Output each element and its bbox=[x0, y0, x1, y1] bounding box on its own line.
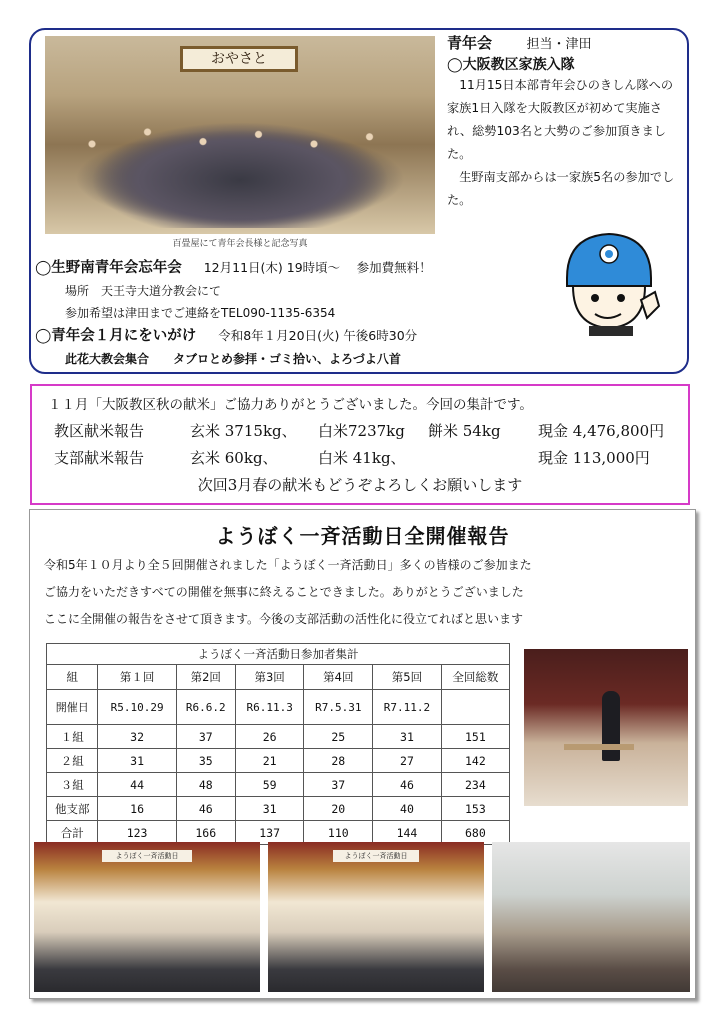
table-header: 第2回 bbox=[176, 665, 235, 690]
table-cell: 166 bbox=[176, 821, 235, 845]
report-section bbox=[29, 509, 696, 999]
row-label: 合計 bbox=[47, 821, 98, 845]
table-cell: 123 bbox=[98, 821, 176, 845]
report-line-1: 令和5年１０月より全５回開催されました「ようぼく一斉活動日」多くの皆様のご参加また bbox=[44, 558, 532, 572]
speaker-figure bbox=[602, 691, 620, 761]
table-header: 全回総数 bbox=[441, 665, 509, 690]
table-cell: 35 bbox=[176, 749, 235, 773]
hall-banner: ようぼく一斉活動日 bbox=[102, 850, 192, 862]
rice-row1-label: 教区献米報告 bbox=[54, 422, 145, 440]
rice-row2-cash: 現金 113,000円 bbox=[538, 449, 650, 467]
event2-line bbox=[35, 324, 417, 345]
table-cell: 153 bbox=[441, 797, 509, 821]
hall-banner: ようぼく一斉活動日 bbox=[333, 850, 419, 862]
table-cell: 37 bbox=[304, 773, 373, 797]
table-cell: 137 bbox=[235, 821, 304, 845]
table-row bbox=[47, 797, 510, 821]
rice-row2-brown: 玄米 60kg、 bbox=[190, 449, 278, 467]
event2-line2: 此花大教会集合 タブロとめ参拝・ゴミ拾い、よろづよ八首 bbox=[65, 352, 401, 366]
rice-row2-label: 支部献米報告 bbox=[54, 449, 145, 467]
rice-intro: １１月「大阪教区秋の献米」ご協力ありがとうございました。今回の集計です。 bbox=[48, 397, 533, 413]
date-cell bbox=[441, 690, 509, 725]
date-cell: R6.6.2 bbox=[176, 690, 235, 725]
table-cell: 151 bbox=[441, 725, 509, 749]
hall-photo-3 bbox=[492, 842, 690, 992]
event1-line bbox=[35, 256, 432, 277]
rice-row1-white: 白米7237kg bbox=[318, 422, 405, 440]
mascot-icon bbox=[559, 230, 663, 338]
table-cell: 59 bbox=[235, 773, 304, 797]
photo-caption: 百畳屋にて青年会長様と記念写真 bbox=[172, 239, 308, 249]
table-cell: 20 bbox=[304, 797, 373, 821]
photo-sign: おやさと bbox=[180, 46, 298, 72]
group-photo bbox=[45, 36, 435, 234]
youth-section bbox=[29, 28, 689, 374]
table-cell: 48 bbox=[176, 773, 235, 797]
table-cell: 37 bbox=[176, 725, 235, 749]
event1-contact: 参加希望は津田までご連絡をTEL090-1135-6354 bbox=[65, 306, 336, 320]
event1-detail: 12月11日(木) 19時頃〜 参加費無料！ bbox=[203, 260, 432, 275]
table-cell: 142 bbox=[441, 749, 509, 773]
table-row bbox=[47, 725, 510, 749]
report-line-2: ご協力をいただきすべての開催を無事に終えることできました。ありがとうございました bbox=[44, 585, 524, 599]
hall-photo-2 bbox=[268, 842, 484, 992]
event2-detail: 令和8年１月20日(火) 午後6時30分 bbox=[218, 328, 418, 343]
table-row bbox=[47, 749, 510, 773]
table-cell: 144 bbox=[373, 821, 442, 845]
youth-para-1: 11月15日本部青年会ひのきしん隊への家族1日入隊を大阪教区が初めて実施され、総勢103名と大勢のご参加頂きました。 bbox=[447, 78, 674, 161]
youth-header bbox=[447, 32, 687, 53]
date-cell: R5.10.29 bbox=[98, 690, 176, 725]
table-cell: 32 bbox=[98, 725, 176, 749]
table-cell: 44 bbox=[98, 773, 176, 797]
photo-crowd bbox=[55, 108, 425, 228]
youth-title: 青年会 bbox=[447, 34, 493, 52]
date-label: 開催日 bbox=[47, 690, 98, 725]
rice-row1-cash: 現金 4,476,800円 bbox=[538, 422, 665, 440]
table-header: 組 bbox=[47, 665, 98, 690]
row-label: ２組 bbox=[47, 749, 98, 773]
rice-closing: 次回3月春の献米もどうぞよろしくお願いします bbox=[197, 476, 523, 494]
table-row bbox=[47, 821, 510, 845]
table-cell: 31 bbox=[98, 749, 176, 773]
speech-photo bbox=[524, 649, 688, 806]
table-cell: 110 bbox=[304, 821, 373, 845]
table-row bbox=[47, 773, 510, 797]
youth-para-2: 生野南支部からは一家族5名の参加でした。 bbox=[447, 170, 675, 207]
rice-section bbox=[30, 384, 690, 505]
hall-photo-1 bbox=[34, 842, 260, 992]
table-header: 第5回 bbox=[373, 665, 442, 690]
table-cell: 46 bbox=[176, 797, 235, 821]
table-header: 第4回 bbox=[304, 665, 373, 690]
participants-table bbox=[46, 643, 510, 845]
lectern bbox=[564, 744, 634, 750]
date-cell: R7.11.2 bbox=[373, 690, 442, 725]
event1-place: 場所 天王寺大道分教会にて bbox=[65, 284, 222, 298]
table-date-row bbox=[47, 690, 510, 725]
table-cell: 28 bbox=[304, 749, 373, 773]
youth-person: 担当・津田 bbox=[526, 37, 592, 52]
table-cell: 27 bbox=[373, 749, 442, 773]
table-caption: ようぼく一斉活動日参加者集計 bbox=[47, 644, 510, 665]
date-cell: R6.11.3 bbox=[235, 690, 304, 725]
rice-row1-brown: 玄米 3715kg、 bbox=[190, 422, 297, 440]
table-cell: 21 bbox=[235, 749, 304, 773]
row-label: 他支部 bbox=[47, 797, 98, 821]
table-cell: 46 bbox=[373, 773, 442, 797]
report-title: ようぼく一斉活動日全開催報告 bbox=[215, 524, 510, 548]
report-line-3: ここに全開催の報告をさせて頂きます。今後の支部活動の活性化に役立てればと思います bbox=[44, 612, 524, 626]
table-cell: 31 bbox=[373, 725, 442, 749]
youth-body bbox=[447, 74, 683, 212]
row-label: １組 bbox=[47, 725, 98, 749]
table-cell: 680 bbox=[441, 821, 509, 845]
table-cell: 40 bbox=[373, 797, 442, 821]
table-cell: 26 bbox=[235, 725, 304, 749]
table-cell: 31 bbox=[235, 797, 304, 821]
table-cell: 25 bbox=[304, 725, 373, 749]
event2-title: ◯青年会１月にをいがけ bbox=[35, 328, 197, 344]
table-header: 第１回 bbox=[98, 665, 176, 690]
rice-row1-mochi: 餅米 54kg bbox=[428, 422, 501, 440]
date-cell: R7.5.31 bbox=[304, 690, 373, 725]
event1-title: ◯生野南青年会忘年会 bbox=[35, 260, 182, 276]
table-header: 第3回 bbox=[235, 665, 304, 690]
table-cell: 234 bbox=[441, 773, 509, 797]
rice-row2-white: 白米 41kg、 bbox=[318, 449, 406, 467]
table-cell: 16 bbox=[98, 797, 176, 821]
youth-subtitle: ◯大阪教区家族入隊 bbox=[447, 57, 575, 73]
table-header-row bbox=[47, 665, 510, 690]
row-label: ３組 bbox=[47, 773, 98, 797]
